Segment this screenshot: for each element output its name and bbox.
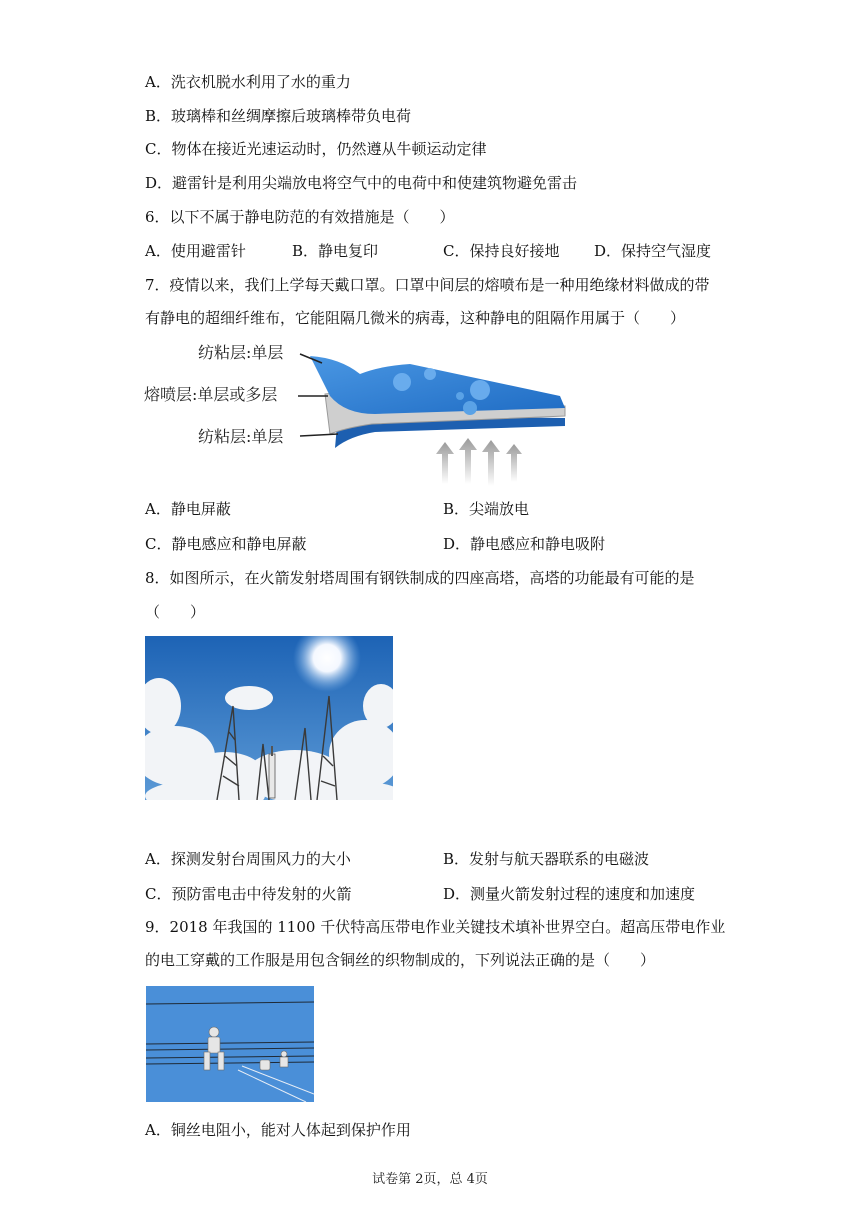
q7-option-d: D．静电感应和静电吸附	[443, 535, 606, 553]
q8-stem-line2: （ ）	[145, 603, 206, 621]
q8-option-d: D．测量火箭发射过程的速度和加速度	[443, 885, 696, 903]
q5-option-d: D．避雷针是利用尖端放电将空气中的电荷中和使建筑物避免雷击	[145, 174, 578, 192]
q7-stem-line2: 有静电的超细纤维布，它能阻隔几微米的病毒，这种静电的阻隔作用属于（ ）	[145, 309, 686, 327]
mask-layers-figure	[140, 336, 580, 488]
q5-option-c: C．物体在接近光速运动时，仍然遵从牛顿运动定律	[145, 140, 487, 158]
q6-option-b: B．静电复印	[292, 242, 379, 260]
q8-option-c: C．预防雷电击中待发射的火箭	[145, 885, 352, 903]
label-spunbond-top: 纺粘层:单层	[198, 343, 284, 362]
rocket-towers-photo	[145, 636, 393, 800]
label-spunbond-bottom: 纺粘层:单层	[198, 427, 284, 446]
q8-option-b: B．发射与航天器联系的电磁波	[443, 850, 650, 868]
q7-option-c: C．静电感应和静电屏蔽	[145, 535, 307, 553]
q6-option-a: A．使用避雷针	[145, 242, 246, 260]
q6-option-c: C．保持良好接地	[443, 242, 560, 260]
q8-stem-line1: 8．如图所示，在火箭发射塔周围有钢铁制成的四座高塔，高塔的功能最有可能的是	[145, 569, 695, 587]
q7-option-b: B．尖端放电	[443, 500, 530, 518]
page-footer: 试卷第 2页，总 4页	[372, 1172, 488, 1187]
q6-stem: 6．以下不属于静电防范的有效措施是（ ）	[145, 208, 455, 226]
q6-option-d: D．保持空气湿度	[594, 242, 712, 260]
q5-option-a: A．洗衣机脱水利用了水的重力	[145, 73, 351, 91]
live-line-worker-photo	[146, 986, 314, 1102]
q7-stem-line1: 7．疫情以来，我们上学每天戴口罩。口罩中间层的熔喷布是一种用绝缘材料做成的带	[145, 276, 710, 294]
q8-option-a: A．探测发射台周围风力的大小	[145, 850, 351, 868]
q5-option-b: B．玻璃棒和丝绸摩擦后玻璃棒带负电荷	[145, 107, 412, 125]
q7-option-a: A．静电屏蔽	[145, 500, 231, 518]
q9-option-a: A．铜丝电阻小，能对人体起到保护作用	[145, 1121, 411, 1139]
q9-stem-line1: 9．2018 年我国的 1100 千伏特高压带电作业关键技术填补世界空白。超高压带电作业	[145, 918, 726, 936]
q9-stem-line2: 的电工穿戴的工作服是用包含铜丝的织物制成的，下列说法正确的是（ ）	[145, 951, 656, 969]
label-meltblown: 熔喷层:单层或多层	[144, 385, 278, 404]
